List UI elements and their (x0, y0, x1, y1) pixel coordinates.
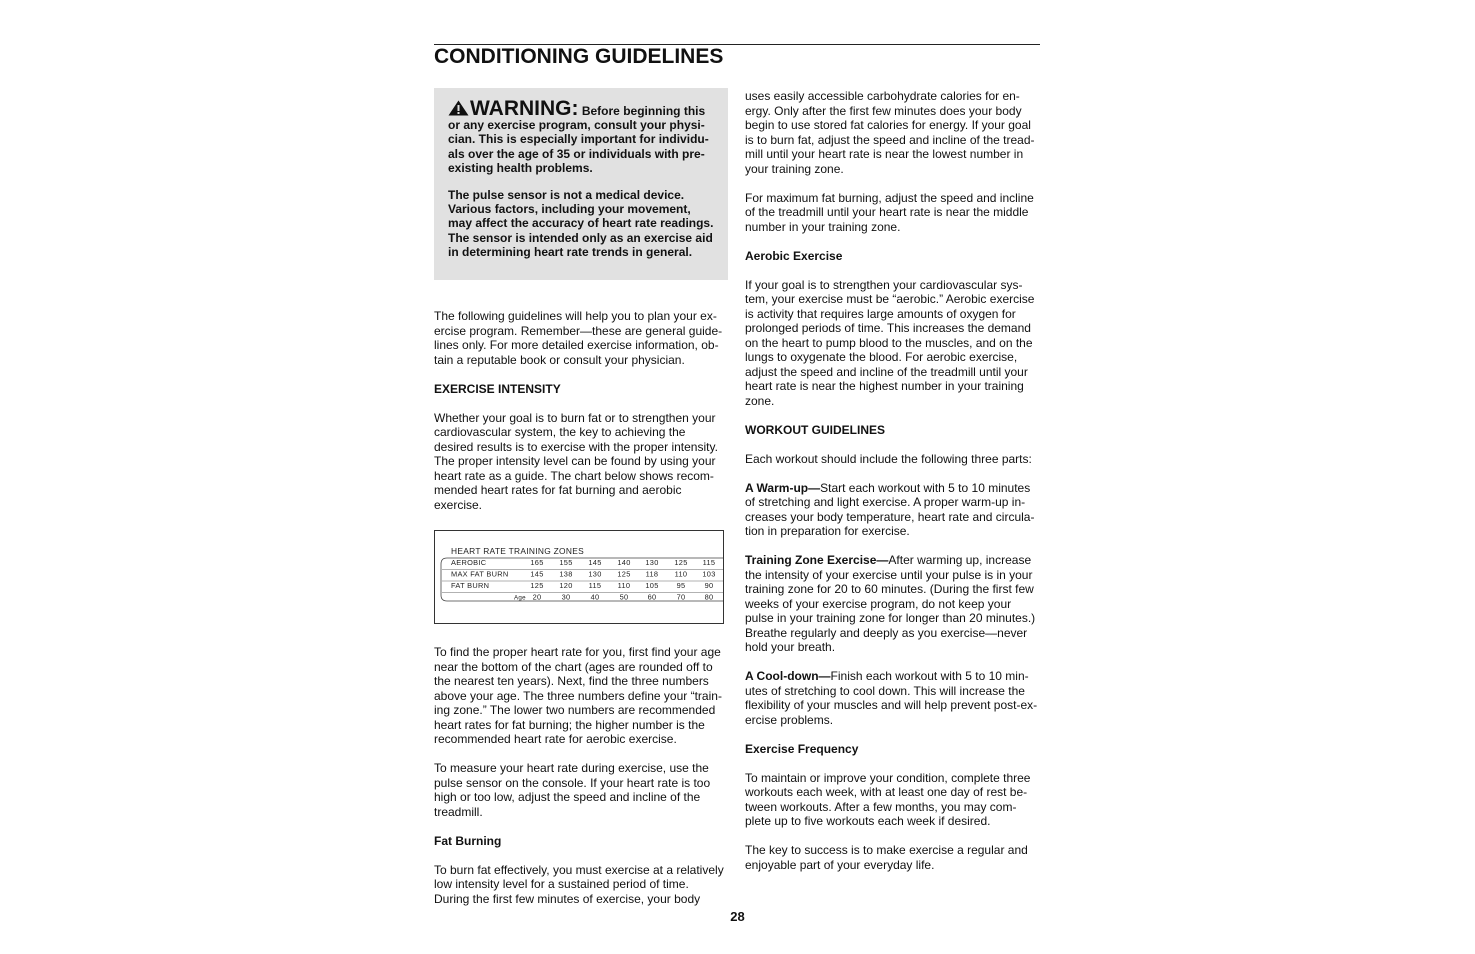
text-line: pulse sensor on the console. If your heart rate is too (434, 775, 711, 790)
exercise-intensity-heading: EXERCISE INTENSITY (434, 381, 561, 396)
chart-age-value: 80 (704, 592, 714, 602)
text-line: number in your training zone. (745, 219, 901, 234)
text-line: Start each workout with 5 to 10 minutes (820, 480, 1031, 495)
measure-paragraph (434, 761, 730, 819)
chart-title: HEART RATE TRAINING ZONES (451, 546, 584, 556)
text-line: tween workouts. After a few months, you may com- (745, 799, 1017, 814)
warning-paragraph-1 (448, 97, 716, 175)
page-number: 28 (730, 909, 745, 924)
warning-line: existing health problems. (448, 160, 593, 175)
text-line: heart rates for fat burning; the higher number is the (434, 717, 705, 732)
chart-value: 130 (588, 569, 602, 579)
heart-rate-chart (434, 530, 724, 624)
text-line: training zone for 20 to 60 minutes. (During the first few (745, 582, 1034, 596)
chart-value: 125 (617, 569, 631, 579)
text-line: begin to use stored fat calories for energy. If your goal (745, 118, 1031, 132)
cool-down-paragraph (745, 669, 1043, 727)
aerobic-paragraph (745, 278, 1043, 409)
text-line: of stretching and light exercise. A proper warm-up in- (745, 495, 1026, 509)
warning-line: The pulse sensor is not a medical device. (448, 188, 685, 203)
warning-line: The sensor is intended only as an exercise aid (448, 230, 713, 245)
text-line: ergy. Only after the first few minutes does your body (745, 103, 1022, 118)
chart-value: 125 (530, 581, 544, 590)
text-line: ercise program. Remember—these are general guide- (434, 323, 723, 338)
chart-row-label: FAT BURN (451, 581, 490, 590)
text-line: enjoyable part of your everyday life. (745, 857, 935, 872)
text-line: mill until your heart rate is near the lowest number in (745, 147, 1024, 161)
text-line: recommended heart rate for aerobic exercise. (434, 732, 677, 746)
chart-value: 110 (674, 569, 688, 579)
text-line: of the treadmill until your heart rate is near the middle (745, 205, 1029, 219)
find-heart-rate-paragraph (434, 645, 730, 747)
aerobic-exercise-heading: Aerobic Exercise (745, 248, 843, 263)
chart-age-value: 40 (590, 592, 600, 602)
text-line: creases your body temperature, heart rate and circula- (745, 509, 1035, 524)
right-column (745, 89, 1043, 872)
chart-value: 120 (559, 581, 573, 590)
warning-line: in determining heart rate trends in general. (448, 244, 693, 259)
left-column (434, 88, 730, 906)
success-paragraph (745, 843, 1043, 872)
text-line: ing zone.” The lower two numbers are recommended (434, 703, 716, 717)
chart-age-label: Age (514, 594, 526, 602)
chart-value: 115 (588, 581, 602, 590)
text-line: To burn fat effectively, you must exercise at a relatively (434, 862, 724, 877)
chart-value: 145 (530, 569, 544, 579)
max-fat-burning-paragraph (745, 191, 1043, 235)
warning-triangle-icon (448, 100, 469, 116)
text-line: During the first few minutes of exercise, your body (434, 891, 701, 906)
chart-row-label: MAX FAT BURN (451, 569, 509, 579)
text-line: To measure your heart rate during exercise, use the (434, 761, 709, 775)
text-line: treadmill. (434, 804, 483, 819)
fat-burning-heading: Fat Burning (434, 833, 502, 848)
warning-line: may affect the accuracy of heart rate readings. (448, 216, 714, 231)
text-line: near the bottom of the chart (ages are rounded off to (434, 659, 713, 674)
chart-value: 103 (702, 569, 716, 579)
text-line: After warming up, increase (888, 553, 1032, 567)
fat-burning-continued-paragraph (745, 89, 1043, 176)
text-line: Breathe regularly and deeply as you exercise—never (745, 625, 1028, 640)
chart-value: 140 (617, 558, 631, 567)
heart-rate-chart-svg (435, 531, 725, 625)
text-line: tem, your exercise must be “aerobic.” Aerobic exercise (745, 292, 1035, 306)
text-line: The proper intensity level can be found by using your (434, 454, 716, 468)
text-line: Finish each workout with 5 to 10 min- (830, 669, 1029, 683)
chart-value: 90 (704, 581, 714, 590)
chart-row-label: AEROBIC (451, 558, 487, 567)
text-line: low intensity level for a sustained period of time. (434, 877, 689, 891)
chart-value: 155 (559, 558, 573, 567)
chart-value: 125 (674, 558, 688, 567)
text-line: heart rate is near the highest number in your training (745, 379, 1024, 393)
text-line: tion in preparation for exercise. (745, 524, 910, 538)
paragraph-lead: Training Zone Exercise— (745, 553, 889, 567)
warning-line: Before beginning this (581, 104, 706, 118)
text-line: lines only. For more detailed exercise information, ob- (434, 338, 719, 352)
intensity-paragraph (434, 411, 730, 513)
text-line: is activity that requires large amounts of oxygen for (745, 306, 1016, 321)
warning-line: cian. This is especially important for individu- (448, 132, 709, 147)
text-line: The following guidelines will help you to plan your ex- (434, 309, 717, 323)
training-zone-paragraph (745, 553, 1043, 655)
chart-value: 110 (617, 581, 631, 590)
chart-age-value: 60 (647, 592, 657, 602)
fat-burning-paragraph (434, 863, 730, 907)
warning-box (434, 88, 728, 280)
text-line: Whether your goal is to burn fat or to strengthen your (434, 410, 716, 425)
text-line: zone. (745, 393, 775, 408)
text-line: your training zone. (745, 161, 844, 176)
frequency-paragraph (745, 771, 1043, 829)
text-line: the nearest ten years). Next, find the three numbers (434, 674, 709, 688)
workout-intro: Each workout should include the following three parts: (745, 451, 1032, 466)
text-line: utes of stretching to cool down. This will increase the (745, 683, 1025, 698)
text-line: desired results is to exercise with the proper intensity. (434, 439, 718, 454)
text-line: hold your breath. (745, 640, 836, 654)
text-line: plete up to five workouts each week if desired. (745, 814, 991, 828)
warning-line: or any exercise program, consult your physi- (448, 118, 705, 133)
chart-value: 165 (530, 558, 544, 567)
text-line: pulse in your training zone for longer than 20 minutes.) (745, 611, 1036, 625)
text-line: flexibility of your muscles and will help prevent post-ex- (745, 698, 1038, 712)
warning-line: als over the age of 35 or individuals with pre- (448, 146, 705, 161)
paragraph-lead: A Cool-down— (745, 669, 831, 683)
chart-age-value: 20 (532, 592, 542, 602)
intro-paragraph (434, 309, 730, 367)
text-line: the intensity of your exercise until your pulse is in your (745, 567, 1033, 582)
text-line: To find the proper heart rate for you, first find your age (434, 645, 721, 659)
chart-value: 105 (645, 581, 659, 590)
text-line: adjust the speed and incline of the treadmill until your (745, 364, 1028, 379)
text-line: above your age. The three numbers define your “train- (434, 688, 722, 703)
text-line: If your goal is to strengthen your cardiovascular sys- (745, 277, 1023, 292)
chart-value: 118 (645, 569, 659, 579)
warm-up-paragraph (745, 481, 1043, 539)
chart-value: 95 (676, 581, 686, 590)
warning-paragraph-2 (448, 188, 716, 259)
text-line: prolonged periods of time. This increases the demand (745, 321, 1031, 335)
chart-value: 115 (702, 558, 716, 567)
text-line: weeks of your exercise program, do not keep your (745, 596, 1012, 611)
chart-value: 145 (588, 558, 602, 567)
text-line: on the heart to pump blood to the muscles, and on the (745, 335, 1033, 350)
text-line: heart rate as a guide. The chart below shows recom- (434, 468, 714, 483)
text-line: For maximum fat burning, adjust the speed and incline (745, 190, 1034, 205)
text-line: To maintain or improve your condition, complete three (745, 770, 1031, 785)
text-line: ercise problems. (745, 712, 834, 727)
chart-age-value: 70 (676, 592, 686, 602)
text-line: workouts each week, with at least one day of rest be- (745, 785, 1028, 799)
chart-value: 138 (559, 569, 573, 579)
text-line: mended heart rates for fat burning and aerobic exercise. (434, 483, 682, 512)
exercise-frequency-heading: Exercise Frequency (745, 741, 859, 756)
text-line: lungs to oxygenate the blood. For aerobic exercise, (745, 350, 1018, 364)
text-line: tain a reputable book or consult your physician. (434, 352, 685, 367)
text-line: The key to success is to make exercise a regular and (745, 843, 1028, 857)
text-line: high or too low, adjust the speed and incline of the (434, 790, 701, 804)
warning-label: WARNING: (470, 97, 579, 120)
text-line: is to burn fat, adjust the speed and incline of the tread- (745, 132, 1035, 147)
chart-value: 130 (645, 558, 659, 567)
paragraph-lead: A Warm-up— (745, 480, 821, 495)
workout-guidelines-heading: WORKOUT GUIDELINES (745, 422, 885, 437)
chart-age-value: 50 (619, 592, 629, 602)
text-line: uses easily accessible carbohydrate calories for en- (745, 89, 1020, 103)
chart-age-value: 30 (561, 592, 571, 602)
page-title: CONDITIONING GUIDELINES (434, 45, 724, 68)
text-line: cardiovascular system, the key to achieving the (434, 425, 686, 439)
warning-line: Various factors, including your movement, (448, 202, 691, 217)
